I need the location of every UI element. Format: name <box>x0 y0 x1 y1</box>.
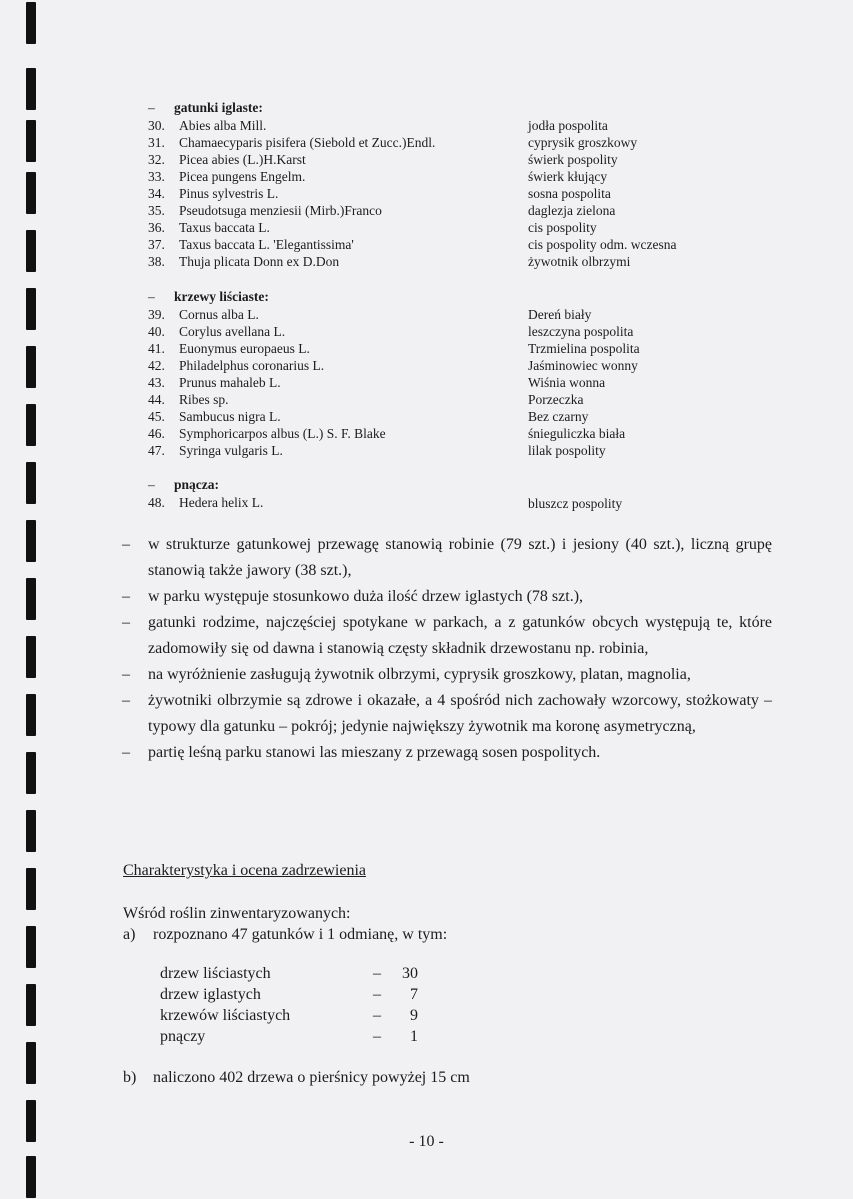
species-row: 39. Cornus alba L. Dereń biały <box>148 307 592 322</box>
section-heading-shrubs: – krzewy liściaste: <box>148 289 269 304</box>
species-row: 37. Taxus baccata L. 'Elegantissima' cis pospolity odm. wczesna <box>148 237 677 252</box>
count-row: drzew liściastych – 30 <box>160 965 418 982</box>
species-row: 46. Symphoricarpos albus (L.) S. F. Blake śnieguliczka biała <box>148 426 626 441</box>
section-heading-conifers: – gatunki iglaste: <box>148 100 263 115</box>
species-list-climbers <box>148 494 708 511</box>
section-title: gatunki iglaste: <box>174 100 263 115</box>
observations-list <box>122 532 772 766</box>
species-row: 35. Pseudotsuga menziesii (Mirb.)Franco daglezja zielona <box>148 203 616 218</box>
species-row: 38. Thuja plicata Donn ex D.Don żywotnik olbrzymi <box>148 254 631 269</box>
page-number: - 10 - <box>409 1133 444 1150</box>
species-row: 47. Syringa vulgaris L. lilak pospolity <box>148 443 606 458</box>
list-item: – gatunki rodzime, najczęściej spotykane w parkach, a z gatunków obcych występują te, które zadomowiły się od dawna i stanowią częsty składnik drzewostanu np. robinia, <box>122 614 772 657</box>
count-row: krzewów liściastych – 9 <box>160 1007 418 1024</box>
count-row: pnączy – 1 <box>160 1028 418 1045</box>
section-heading-characteristics: Charakterystyka i ocena zadrzewienia <box>123 862 366 879</box>
species-row: 45. Sambucus nigra L. Bez czarny <box>148 409 589 424</box>
intro-text: Wśród roślin zinwentaryzowanych: <box>123 905 351 922</box>
list-item: – w strukturze gatunkowej przewagę stanowią robinie (79 szt.) i jesiony (40 szt.), liczną grupę stanowią także jawory (38 szt.), <box>122 536 772 579</box>
list-item: – partię leśną parku stanowi las mieszany z przewagą sosen pospolitych. <box>122 744 601 761</box>
species-row: 43. Prunus mahaleb L. Wiśnia wonna <box>148 375 606 390</box>
species-row: 31. Chamaecyparis pisifera (Siebold et Zucc.)Endl. cyprysik groszkowy <box>148 135 638 150</box>
species-row: 42. Philadelphus coronarius L. Jaśminowiec wonny <box>148 358 638 373</box>
species-counts <box>160 963 420 1047</box>
species-list-shrubs <box>148 306 708 459</box>
species-list-conifers <box>148 117 708 270</box>
item-a: a) rozpoznano 47 gatunków i 1 odmianę, w tym: <box>123 926 448 943</box>
item-b: b) naliczono 402 drzewa o pierśnicy powyżej 15 cm <box>123 1069 470 1086</box>
species-row: 36. Taxus baccata L. cis pospolity <box>148 220 597 235</box>
species-row: 48. Hedera helix L. bluszcz pospolity <box>148 495 623 511</box>
list-item: – żywotniki olbrzymie są zdrowe i okazałe, a 4 spośród nich zachowały wzorcowy, stożkowaty – typowy dla gatunku – pokrój; jedynie największy żywotnik ma koronę asymetryczną, <box>122 692 772 735</box>
species-row: 32. Picea abies (L.)H.Karst świerk pospolity <box>148 152 618 167</box>
species-row: 44. Ribes sp. Porzeczka <box>148 392 584 407</box>
species-row: 30. Abies alba Mill. jodła pospolita <box>148 118 608 133</box>
section-title: krzewy liściaste: <box>174 289 269 304</box>
species-row: 41. Euonymus europaeus L. Trzmielina pospolita <box>148 341 640 356</box>
section-heading-climbers: – pnącza: <box>148 477 219 492</box>
list-item: – na wyróżnienie zasługują żywotnik olbrzymi, cyprysik groszkowy, platan, magnolia, <box>122 666 691 683</box>
species-row: 34. Pinus sylvestris L. sosna pospolita <box>148 186 611 201</box>
list-item: – w parku występuje stosunkowo duża ilość drzew iglastych (78 szt.), <box>122 588 584 605</box>
section-title: pnącza: <box>174 477 219 492</box>
count-row: drzew iglastych – 7 <box>160 986 418 1003</box>
species-row: 33. Picea pungens Engelm. świerk kłujący <box>148 169 608 184</box>
species-row: 40. Corylus avellana L. leszczyna pospolita <box>148 324 634 339</box>
